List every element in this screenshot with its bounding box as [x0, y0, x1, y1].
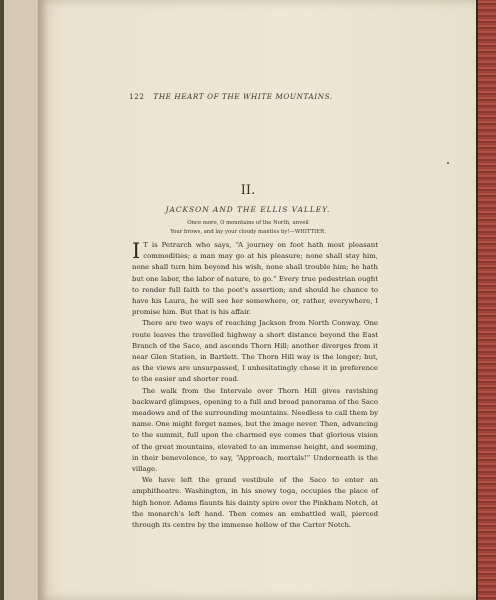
paper-speck [447, 162, 449, 164]
paragraph-3: The walk from the Intervale over Thorn Hill gives ravishing backward glimpses, opening to a full and broad panorama of the Saco meadows and of the surrounding mountains. Needless to call them by name. One might forget names, but the image never. Then, advancing to the summit, full upon the charmed eye comes that glorious vision of the great mountains, elevated to an immense height, and seeming, in their benevolence, to say, “Approach, mortals!” Underneath is the village. [132, 386, 378, 474]
epigraph-line-1: Once more, O mountains of the North, unveil [187, 220, 309, 226]
epigraph [0, 219, 496, 236]
paragraph-1-text: T is Petrarch who says, “A journey on foot hath most pleasant commodities; a man may go at his pleasure; none shall stay him, none shall turn him beyond his wish, none shall trouble him; he hath but one labor, the labor of nature, to go.” Every true pedestrian ought to render full faith to the poet's assertion; and should he chance to have his Laura, he will see her somewhere, or, rather, everywhere, I promise him. But that is his affair. [132, 241, 378, 317]
paragraph-4: We have left the grand vestibule of the Saco to enter an amphitheatre. Washington, in his snowy toga, occupies the place of high honor. Adams flaunts his dainty spire over the Pinkham Notch, at the monarch's left hand. Then comes an embattled wall, pierced through its centre by the immense hollow of the Carter Notch. [132, 476, 378, 530]
paragraph-1 [132, 240, 378, 318]
chapter-body [132, 240, 378, 531]
page-edge-right [478, 0, 496, 600]
paragraph-2: There are two ways of reaching Jackson from North Conway. One route leaves the travelled highway a short distance beyond the East Branch of the Saco, and ascends Thorn Hill; another diverges from it near Glen Station, in Bartlett. The Thorn Hill way is the longer; but, as the views are unsurpassed, I unhesitatingly chose it in preference to the easier and shorter road. [132, 319, 378, 384]
page-stack-left [4, 0, 40, 600]
drop-cap: I [132, 239, 141, 263]
page-number: 122 [129, 92, 145, 101]
chapter-title: JACKSON AND THE ELLIS VALLEY. [165, 205, 331, 214]
chapter-number: II. [240, 183, 256, 198]
epigraph-line-2: Your brows, and lay your cloudy mantles by!—WHITTIER. [170, 228, 326, 235]
running-header [129, 92, 333, 101]
running-head-title: THE HEART OF THE WHITE MOUNTAINS. [153, 92, 333, 101]
